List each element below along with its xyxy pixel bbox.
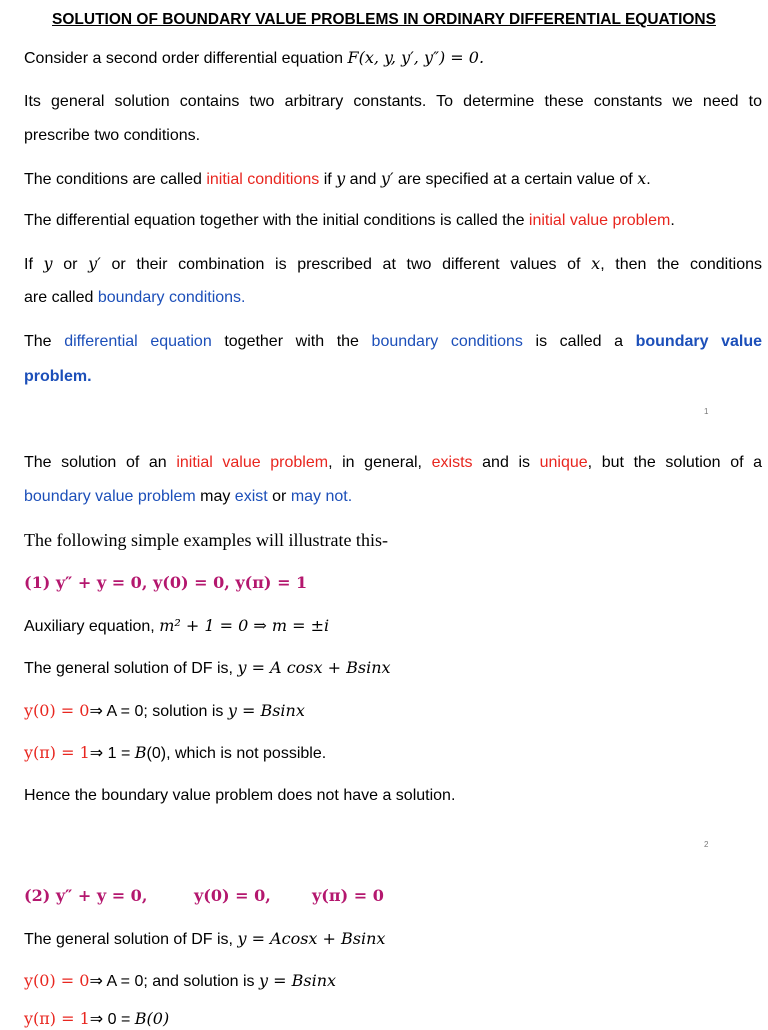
general-solution-2: The general solution of DF is, y = Acosx + Bsinx <box>24 929 386 948</box>
term-initial-conditions: initial conditions <box>206 171 320 188</box>
term-problem: problem. <box>24 368 92 385</box>
page-title: SOLUTION OF BOUNDARY VALUE PROBLEMS IN ORDINARY DIFFERENTIAL EQUATIONS <box>52 11 716 28</box>
auxiliary-equation: Auxiliary equation, m² + 1 = 0 ⇒ m = ±i <box>24 616 330 635</box>
term-boundary-value: boundary value <box>635 333 763 350</box>
paragraph-general-solution-line1: Its general solution contains two arbitrary constants. To determine these constants we need to <box>24 93 762 110</box>
paragraph-boundary-value-problem-line2 <box>24 367 762 387</box>
condition-2b-clipped: y(π) = 1⇒ 0 = B(0) <box>24 1009 170 1028</box>
paragraph-general-solution-line2: prescribe two conditions. <box>24 127 201 144</box>
example-2-equation: (2) y″ + y = 0, y(0) = 0, y(π) = 0 <box>24 886 384 905</box>
term-boundary-conditions-2: boundary conditions <box>371 333 523 350</box>
page-number-1: 1 <box>704 407 709 416</box>
paragraph-initial-conditions: The conditions are called initial conditions if y and y′ are specified at a certain value of x. <box>24 169 651 188</box>
paragraph-examples-intro: The following simple examples will illustrate this- <box>24 530 388 550</box>
paragraph-boundary-conditions-line1: If y or y′ or their combination is prescribed at two different values of x, then the conditions <box>24 254 763 273</box>
paragraph-differential-equation: Consider a second order differential equation F(x, y, y′, y″) = 0. <box>24 48 485 67</box>
paragraph-boundary-conditions-line2: are called boundary conditions. <box>24 289 246 306</box>
general-solution-1: The general solution of DF is, y = A cosx + Bsinx <box>24 658 391 677</box>
term-differential-equation: differential equation <box>64 333 212 350</box>
page-number-2: 2 <box>704 840 709 849</box>
condition-2a: y(0) = 0⇒ A = 0; and solution is y = Bsinx <box>24 971 337 990</box>
paragraph-initial-value-problem: The differential equation together with the initial conditions is called the initial value problem. <box>24 212 675 229</box>
condition-1b: y(π) = 1⇒ 1 = B(0), which is not possible. <box>24 743 327 762</box>
paragraph-existence-line2: boundary value problem may exist or may not. <box>24 488 353 505</box>
paragraph-existence-line1: The solution of an initial value problem, in general, exists and is unique, but the solution of a <box>24 454 763 471</box>
example-1-equation: (1) y″ + y = 0, y(0) = 0, y(π) = 1 <box>24 573 308 592</box>
term-initial-value-problem: initial value problem <box>528 212 671 229</box>
conclusion-no-solution: Hence the boundary value problem does not have a solution. <box>24 787 456 804</box>
condition-1a: y(0) = 0⇒ A = 0; solution is y = Bsinx <box>24 701 305 720</box>
term-boundary-conditions: boundary conditions. <box>97 289 246 306</box>
paragraph-boundary-value-problem-line1: The differential equation together with the boundary conditions is called a boundary value <box>24 333 763 350</box>
